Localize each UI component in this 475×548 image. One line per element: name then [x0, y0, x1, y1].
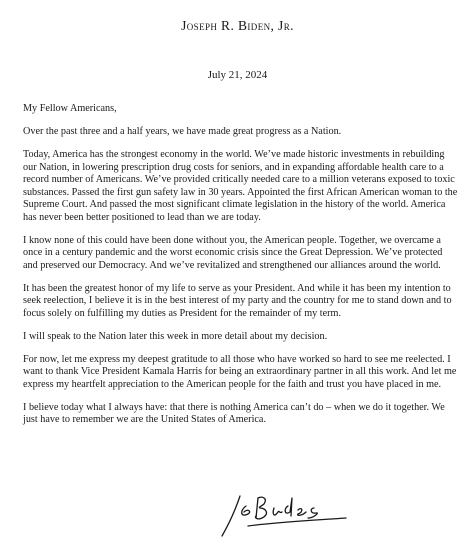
paragraph-5: I will speak to the Nation later this week in more detail about my decision.: [23, 330, 328, 342]
handwritten-signature: [218, 488, 368, 540]
letterhead: Joseph R. Biden, Jr.: [181, 18, 294, 33]
paragraph-6: For now, let me express my deepest gratitude to all those who have worked so hard to see me reelected. I want to thank Vice President Kamala Harris for being an extraordinary partner in all this work. And let me express my heartfelt appreciation to the American people for the faith and trust you have placed in me.: [23, 353, 457, 390]
salutation: My Fellow Americans,: [23, 103, 117, 114]
paragraph-2: Today, America has the strongest economy in the world. We’ve made historic investments in rebuilding our Nation, in lowering prescription drug costs for seniors, and in expanding affordable health care to a record number of Americans. We’ve provided critically needed care to a million veterans exposed to toxic substances. Passed the first gun safety law in 30 years. Appointed the first African American woman to the Supreme Court. And passed the most significant climate legislation in the history of the world. America has never been better positioned to lead than we are today.: [23, 149, 458, 223]
paragraph-7: I believe today what I always have: that there is nothing America can’t do – when we do it together. We just have to remember we are the United States of America.: [23, 401, 445, 425]
paragraph-1: Over the past three and a half years, we have made great progress as a Nation.: [23, 126, 342, 137]
paragraph-3: I know none of this could have been done without you, the American people. Together, we overcame a once in a century pandemic and the worst economic crisis since the Great Depression. We’ve protected and preserved our Democracy. And we’ve revitalized and strengthened our alliances around the world.: [23, 234, 443, 271]
letter-body: [23, 103, 459, 437]
paragraph-4: It has been the greatest honor of my life to serve as your President. And while it has been my intention to seek reelection, I believe it is in the best interest of my party and the country for me to stand down and to focus solely on fulfilling my duties as President for the remainder of my term.: [23, 282, 452, 319]
letter-date: July 21, 2024: [207, 69, 268, 81]
